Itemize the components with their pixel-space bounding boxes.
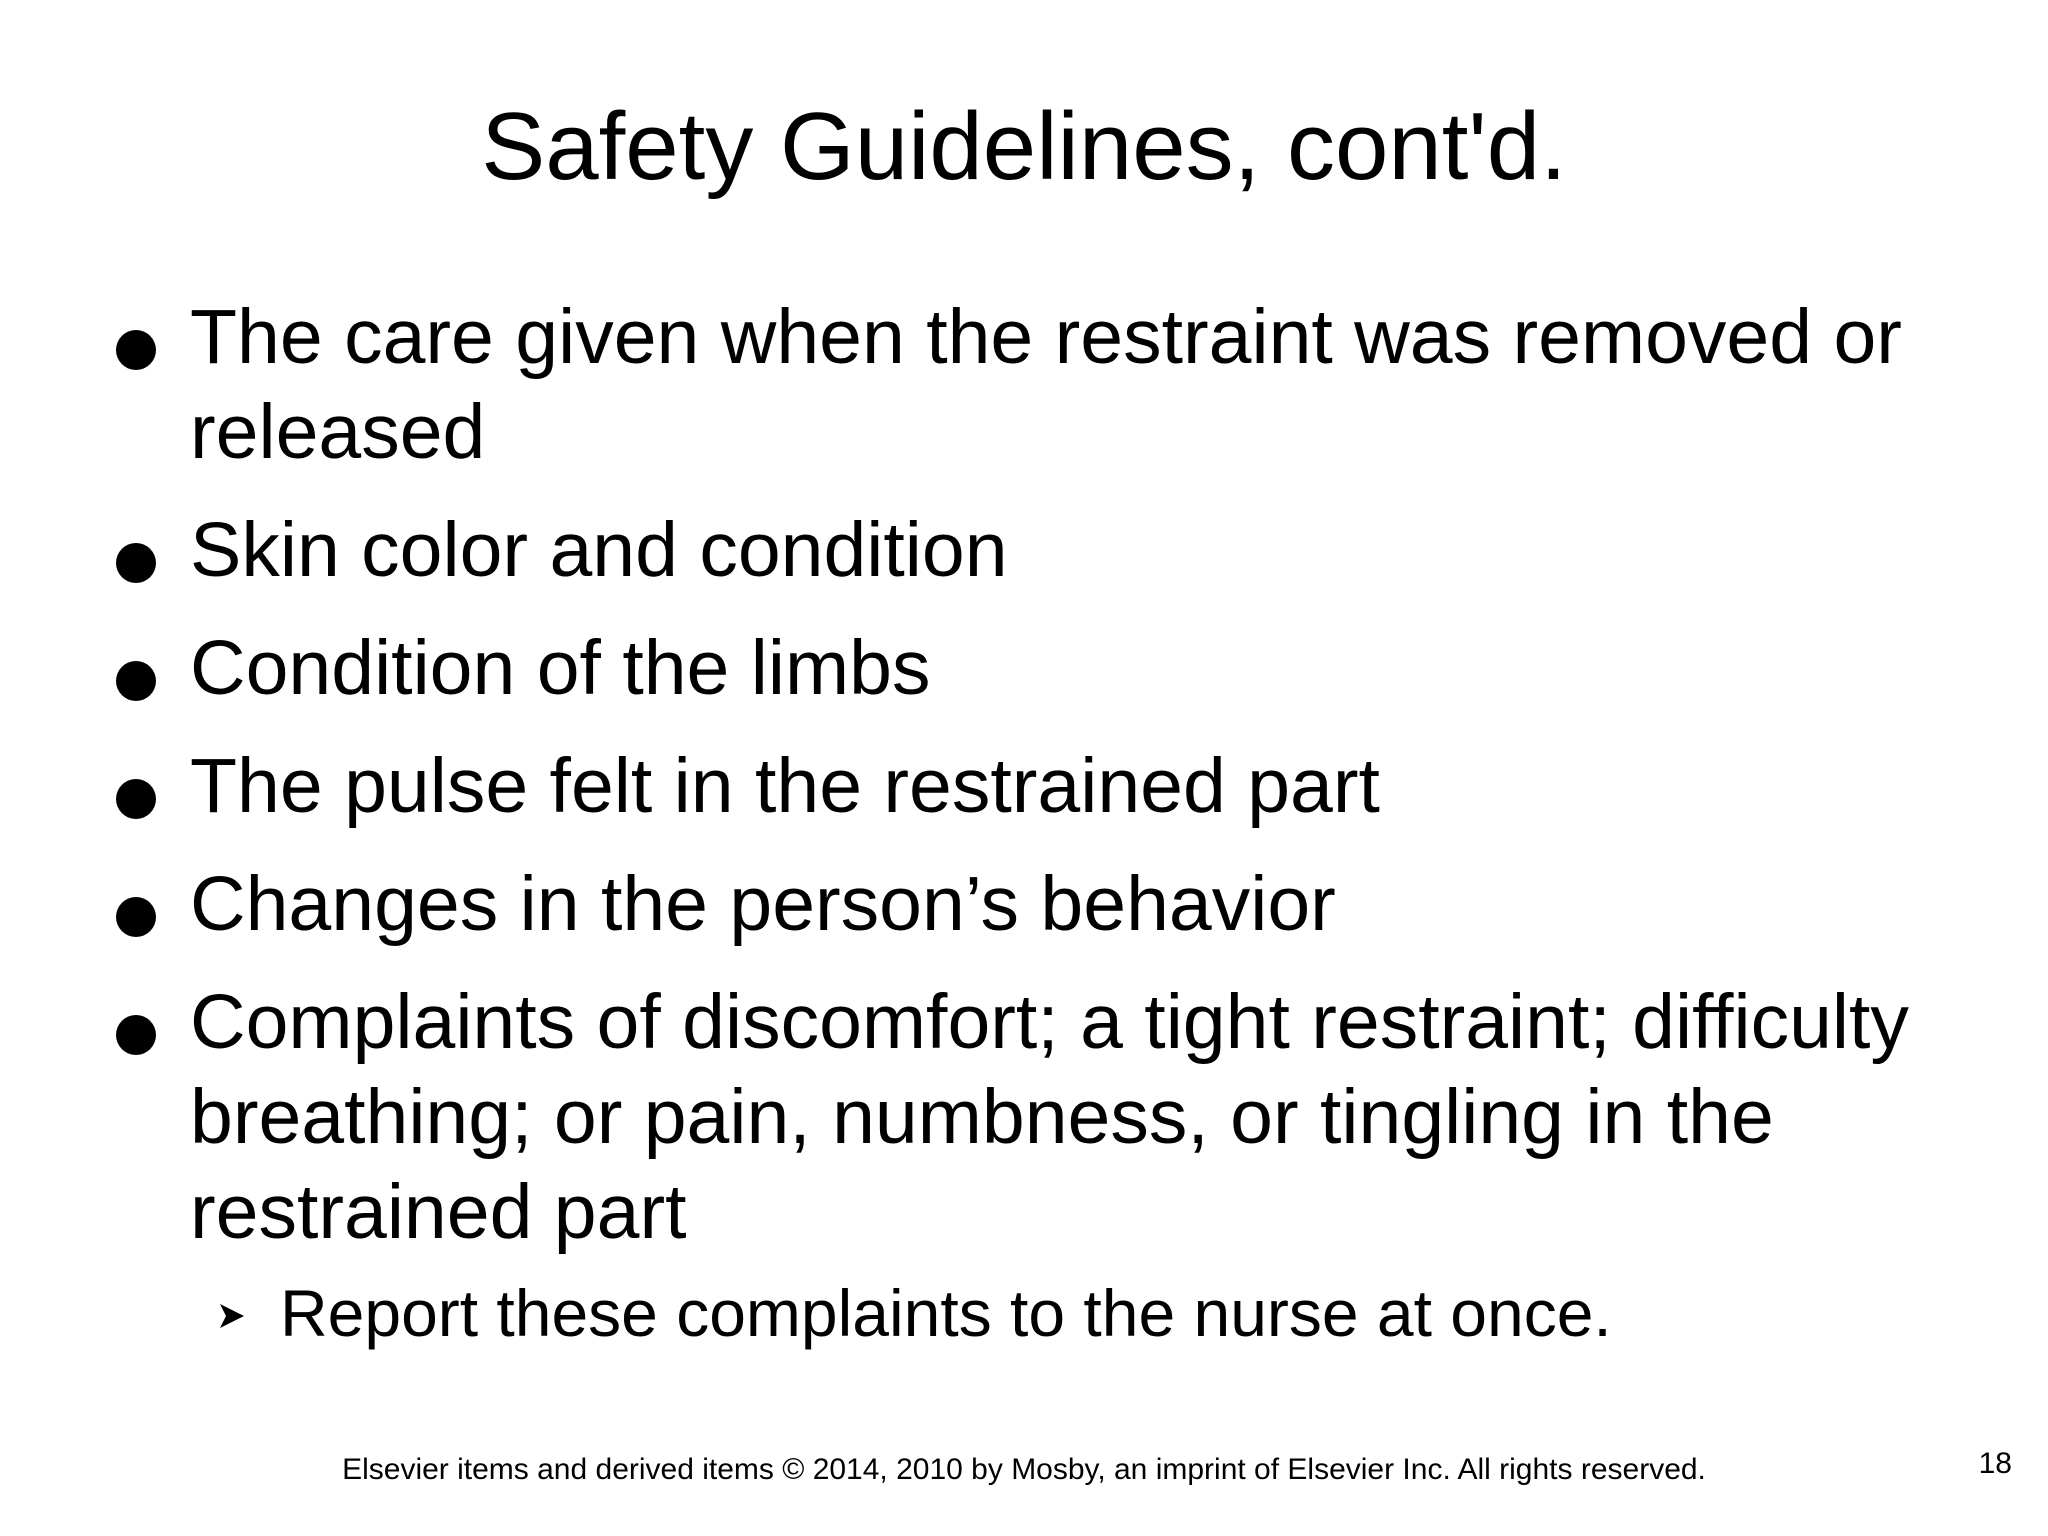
bullet-text: Condition of the limbs xyxy=(190,625,931,711)
sub-bullet-item xyxy=(110,1268,1990,1358)
bullet-text: Complaints of discomfort; a tight restraint; difficulty breathing; or pain, numbness, or tingling in the restrained part xyxy=(190,979,1909,1255)
bullet-item xyxy=(110,739,1990,834)
bullet-dot-icon xyxy=(116,543,156,583)
bullet-item xyxy=(110,290,1990,480)
bullet-text: The pulse felt in the restrained part xyxy=(190,743,1380,829)
bullet-text: Changes in the person’s behavior xyxy=(190,861,1336,947)
arrowhead-icon xyxy=(218,1302,246,1330)
bullet-dot-icon xyxy=(116,661,156,701)
bullet-dot-icon xyxy=(116,1015,156,1055)
bullet-dot-icon xyxy=(116,779,156,819)
bullet-item xyxy=(110,857,1990,952)
bullet-list xyxy=(110,290,1990,1358)
bullet-text: The care given when the restraint was removed or released xyxy=(190,294,1902,475)
bullet-dot-icon xyxy=(116,897,156,937)
bullet-dot-icon xyxy=(116,330,156,370)
page-number: 18 xyxy=(1978,1447,2012,1480)
bullet-item xyxy=(110,503,1990,598)
slide-title: Safety Guidelines, cont'd. xyxy=(481,93,1567,200)
bullet-text: Skin color and condition xyxy=(190,507,1008,593)
bullet-item xyxy=(110,975,1990,1260)
copyright-footer: Elsevier items and derived items © 2014, 2010 by Mosby, an imprint of Elsevier Inc. All rights reserved. xyxy=(342,1453,1706,1486)
bullet-item xyxy=(110,621,1990,716)
sub-bullet-text: Report these complaints to the nurse at once. xyxy=(280,1276,1612,1350)
